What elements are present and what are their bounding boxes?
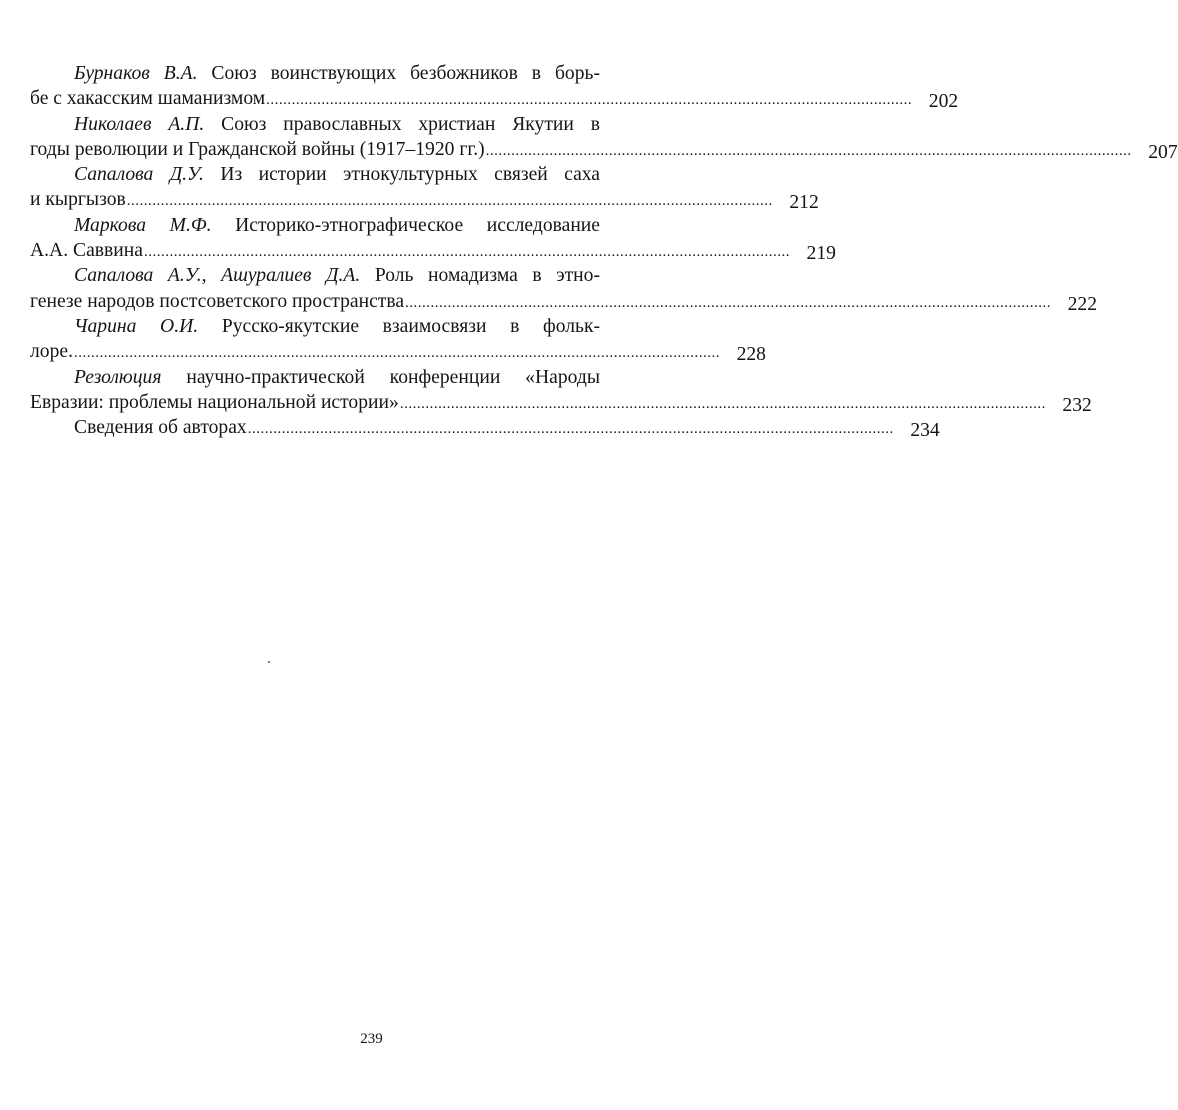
dot-leader: ........................................................................................................................................................ xyxy=(405,294,1052,311)
toc-entry xyxy=(30,314,766,366)
toc-author: Маркова М.Ф. xyxy=(74,214,212,236)
toc-line xyxy=(30,365,600,390)
toc-author: Резолюция xyxy=(74,366,162,388)
dot-leader: ........................................................................................................................................................ xyxy=(126,193,773,210)
toc-line xyxy=(30,112,600,137)
toc-title-text: Роль номадизма в этно- xyxy=(360,265,600,287)
toc-title-text: годы революции и Гражданской войны (1917–1920 гг.) xyxy=(30,138,485,160)
toc-line xyxy=(30,390,1092,416)
table-of-contents xyxy=(30,61,1178,442)
toc-entry xyxy=(30,365,1092,416)
toc-title-text: и кыргызов xyxy=(30,189,126,211)
toc-line xyxy=(30,289,1098,315)
dot-leader: ........................................................................................................................................................ xyxy=(399,395,1046,412)
dot-leader: ........................................................................................................................................................ xyxy=(485,142,1132,159)
toc-author: Бурнаков В.А. xyxy=(74,63,198,84)
toc-author: Сапалова Д.У. xyxy=(74,164,204,186)
toc-page-number: 207 xyxy=(1148,141,1178,163)
toc-line xyxy=(30,61,600,86)
toc-title-text: Историко-этнографическое исследование xyxy=(211,214,600,236)
dot-leader: ........................................................................................................................................................ xyxy=(247,421,894,438)
dot-leader: ........................................................................................................................................................ xyxy=(73,345,720,362)
dot-leader: ........................................................................................................................................................ xyxy=(266,92,913,109)
toc-page-number: 234 xyxy=(910,420,940,442)
toc-entry xyxy=(30,263,1098,315)
toc-author: Чарина О.И. xyxy=(74,315,199,337)
page-number-footer: 239 xyxy=(360,1031,383,1047)
toc-title-text: Русско-якутские взаимосвязи в фольк- xyxy=(198,315,601,337)
toc-title-text: Союз православных христиан Якутии в xyxy=(204,113,600,135)
toc-title-text: бе с хакасским шаманизмом xyxy=(30,88,266,110)
toc-page-number: 212 xyxy=(789,192,819,214)
toc-title-text: генезе народов постсоветского пространства xyxy=(30,290,405,312)
toc-line xyxy=(30,238,836,265)
toc-line xyxy=(30,263,600,288)
toc-line xyxy=(30,213,600,238)
toc-entry xyxy=(30,61,959,113)
toc-page-number: 202 xyxy=(928,91,959,113)
toc-line xyxy=(30,187,819,214)
toc-line xyxy=(30,162,600,187)
toc-title-text: Союз воинствующих безбожников в борь- xyxy=(197,63,600,84)
toc-title-text: Сведения об авторах xyxy=(74,417,247,439)
toc-entry xyxy=(30,162,819,214)
toc-line xyxy=(30,339,766,366)
toc-author: Сапалова А.У., Ашуралиев Д.А. xyxy=(74,265,361,287)
toc-title-text: Евразии: проблемы национальной истории» xyxy=(30,391,399,413)
toc-line xyxy=(30,415,940,442)
toc-page-number: 232 xyxy=(1062,394,1092,416)
toc-title-text: А.А. Саввина xyxy=(30,240,143,262)
toc-entry xyxy=(30,213,836,265)
toc-title-text: Из истории этнокультурных связей саха xyxy=(203,164,601,186)
toc-page-number: 219 xyxy=(806,243,836,265)
toc-title-text: лоре. xyxy=(30,341,73,363)
scan-speck xyxy=(268,661,270,663)
dot-leader: ........................................................................................................................................................ xyxy=(143,244,790,261)
toc-author: Николаев А.П. xyxy=(74,113,205,135)
toc-line xyxy=(30,86,959,113)
toc-entry xyxy=(30,112,1178,163)
toc-page-number: 222 xyxy=(1067,293,1098,315)
toc-title-text: научно-практической конференции «Народы xyxy=(161,366,600,388)
toc-page-number: 228 xyxy=(736,344,766,366)
toc-line xyxy=(30,314,600,339)
toc-entry xyxy=(30,415,940,442)
toc-line xyxy=(30,137,1178,163)
